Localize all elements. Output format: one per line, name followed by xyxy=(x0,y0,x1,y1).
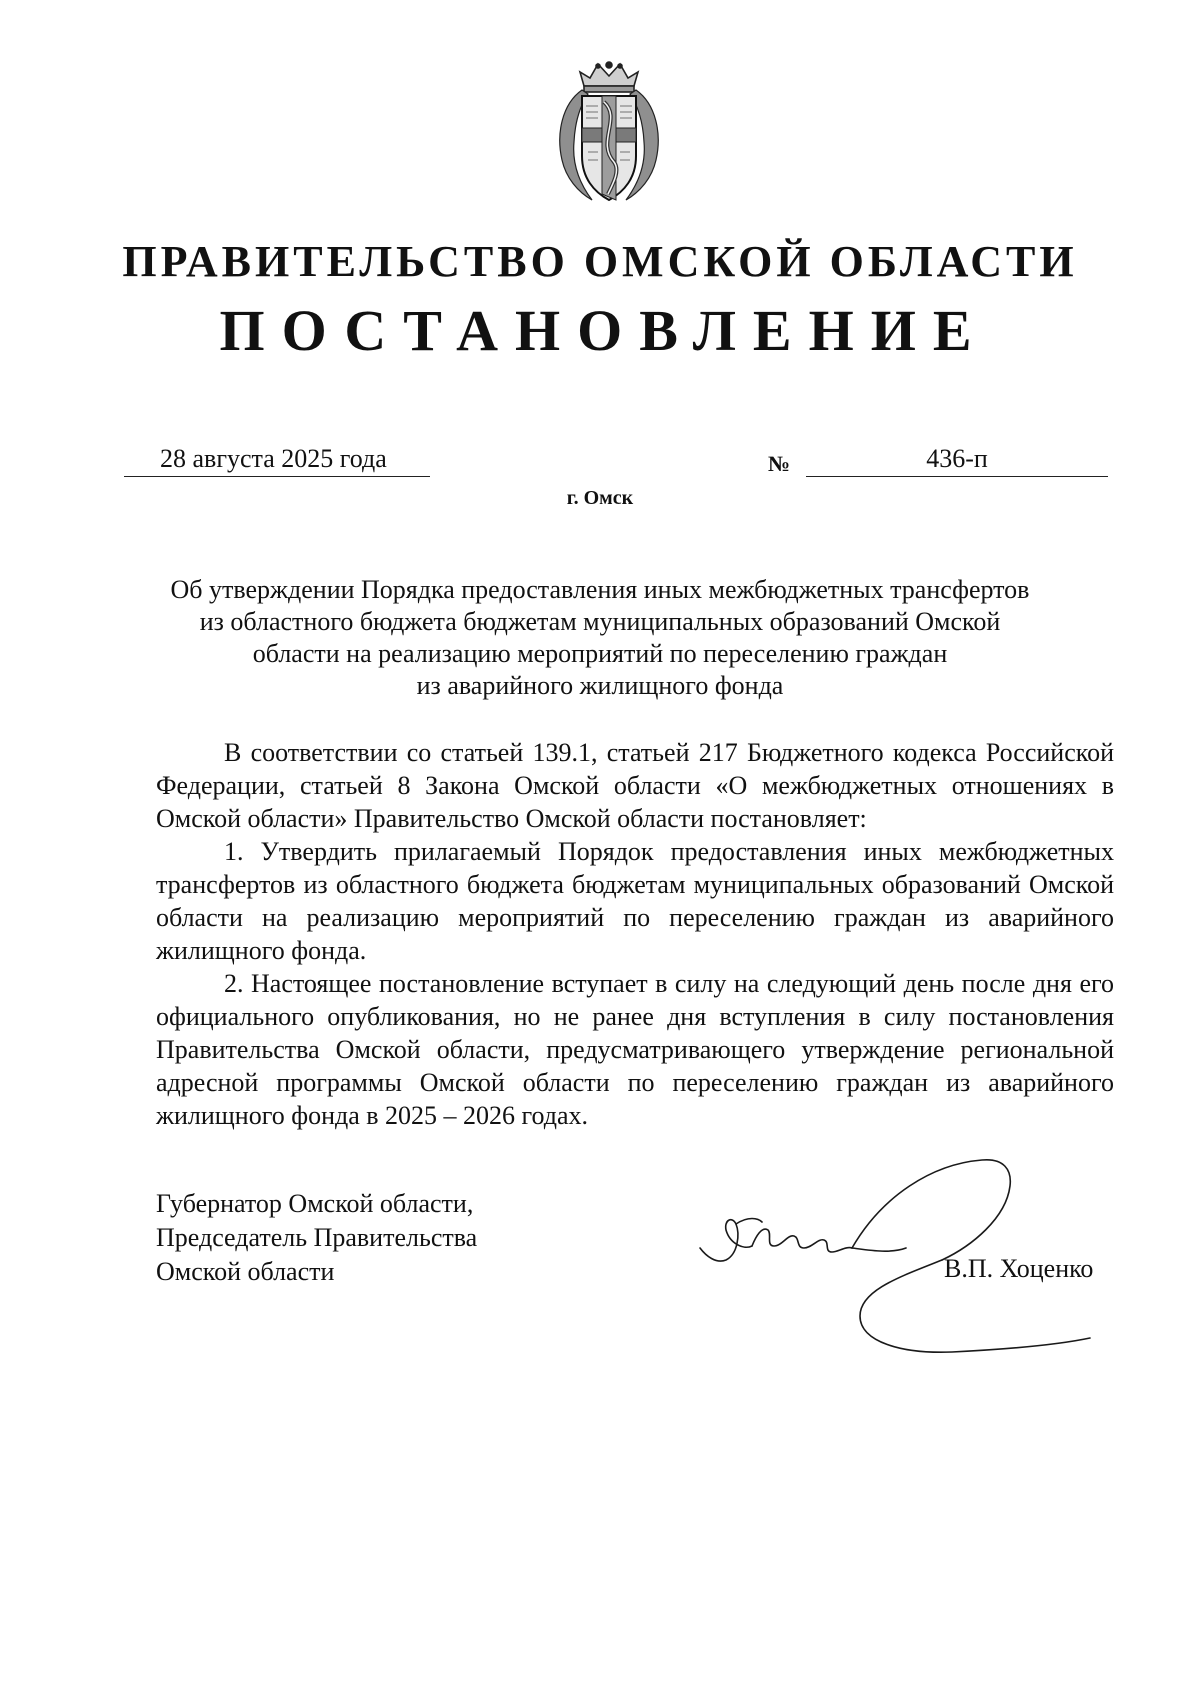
signer-name: В.П. Хоценко xyxy=(944,1254,1094,1283)
subject-line: области на реализацию мероприятий по переселению граждан xyxy=(252,639,948,668)
preamble-paragraph: В соответствии со статьей 139.1, статьей 217 Бюджетного кодекса Российской Федерации, статьей 8 Закона Омской области «О межбюджетных отношениях в Омской области» Правительство Омской области постановляет: xyxy=(156,738,1114,833)
city-label: г. Омск xyxy=(566,487,634,509)
number-label: № xyxy=(768,451,791,476)
signer-position xyxy=(156,1187,477,1289)
signer-position-line: Председатель Правительства xyxy=(156,1223,478,1252)
signer-position-line: Омской области xyxy=(156,1257,335,1286)
signer-position-line: Губернатор Омской области, xyxy=(156,1189,474,1218)
document-body xyxy=(156,736,1114,1132)
item-1-paragraph: 1. Утвердить прилагаемый Порядок предоставления иных межбюджетных трансфертов из областного бюджета бюджетам муниципальных образований Омской области на реализацию мероприятий по переселению граждан из аварийного жилищного фонда. xyxy=(156,837,1114,965)
subject-line: из областного бюджета бюджетам муниципальных образований Омской xyxy=(199,607,1001,636)
item-2-paragraph: 2. Настоящее постановление вступает в силу на следующий день после дня его официального опубликования, но не ранее дня вступления в силу постановления Правительства Омской области, предусматривающего утверждение региональной адресной программы Омской области по переселению граждан из аварийного жилищного фонда в 2025 – 2026 годах. xyxy=(156,969,1114,1130)
coat-of-arms-icon xyxy=(548,56,670,206)
subject-line: из аварийного жилищного фонда xyxy=(416,671,784,700)
number-field xyxy=(806,440,1108,477)
document-type-title: ПОСТАНОВЛЕНИЕ xyxy=(219,298,989,363)
document-date: 28 августа 2025 года xyxy=(160,444,387,473)
document-subject xyxy=(140,574,1060,702)
date-field xyxy=(124,440,430,477)
document-number: 436-п xyxy=(926,444,988,473)
subject-line: Об утверждении Порядка предоставления иных межбюджетных трансфертов xyxy=(170,575,1030,604)
government-title: ПРАВИТЕЛЬСТВО ОМСКОЙ ОБЛАСТИ xyxy=(122,237,1078,286)
